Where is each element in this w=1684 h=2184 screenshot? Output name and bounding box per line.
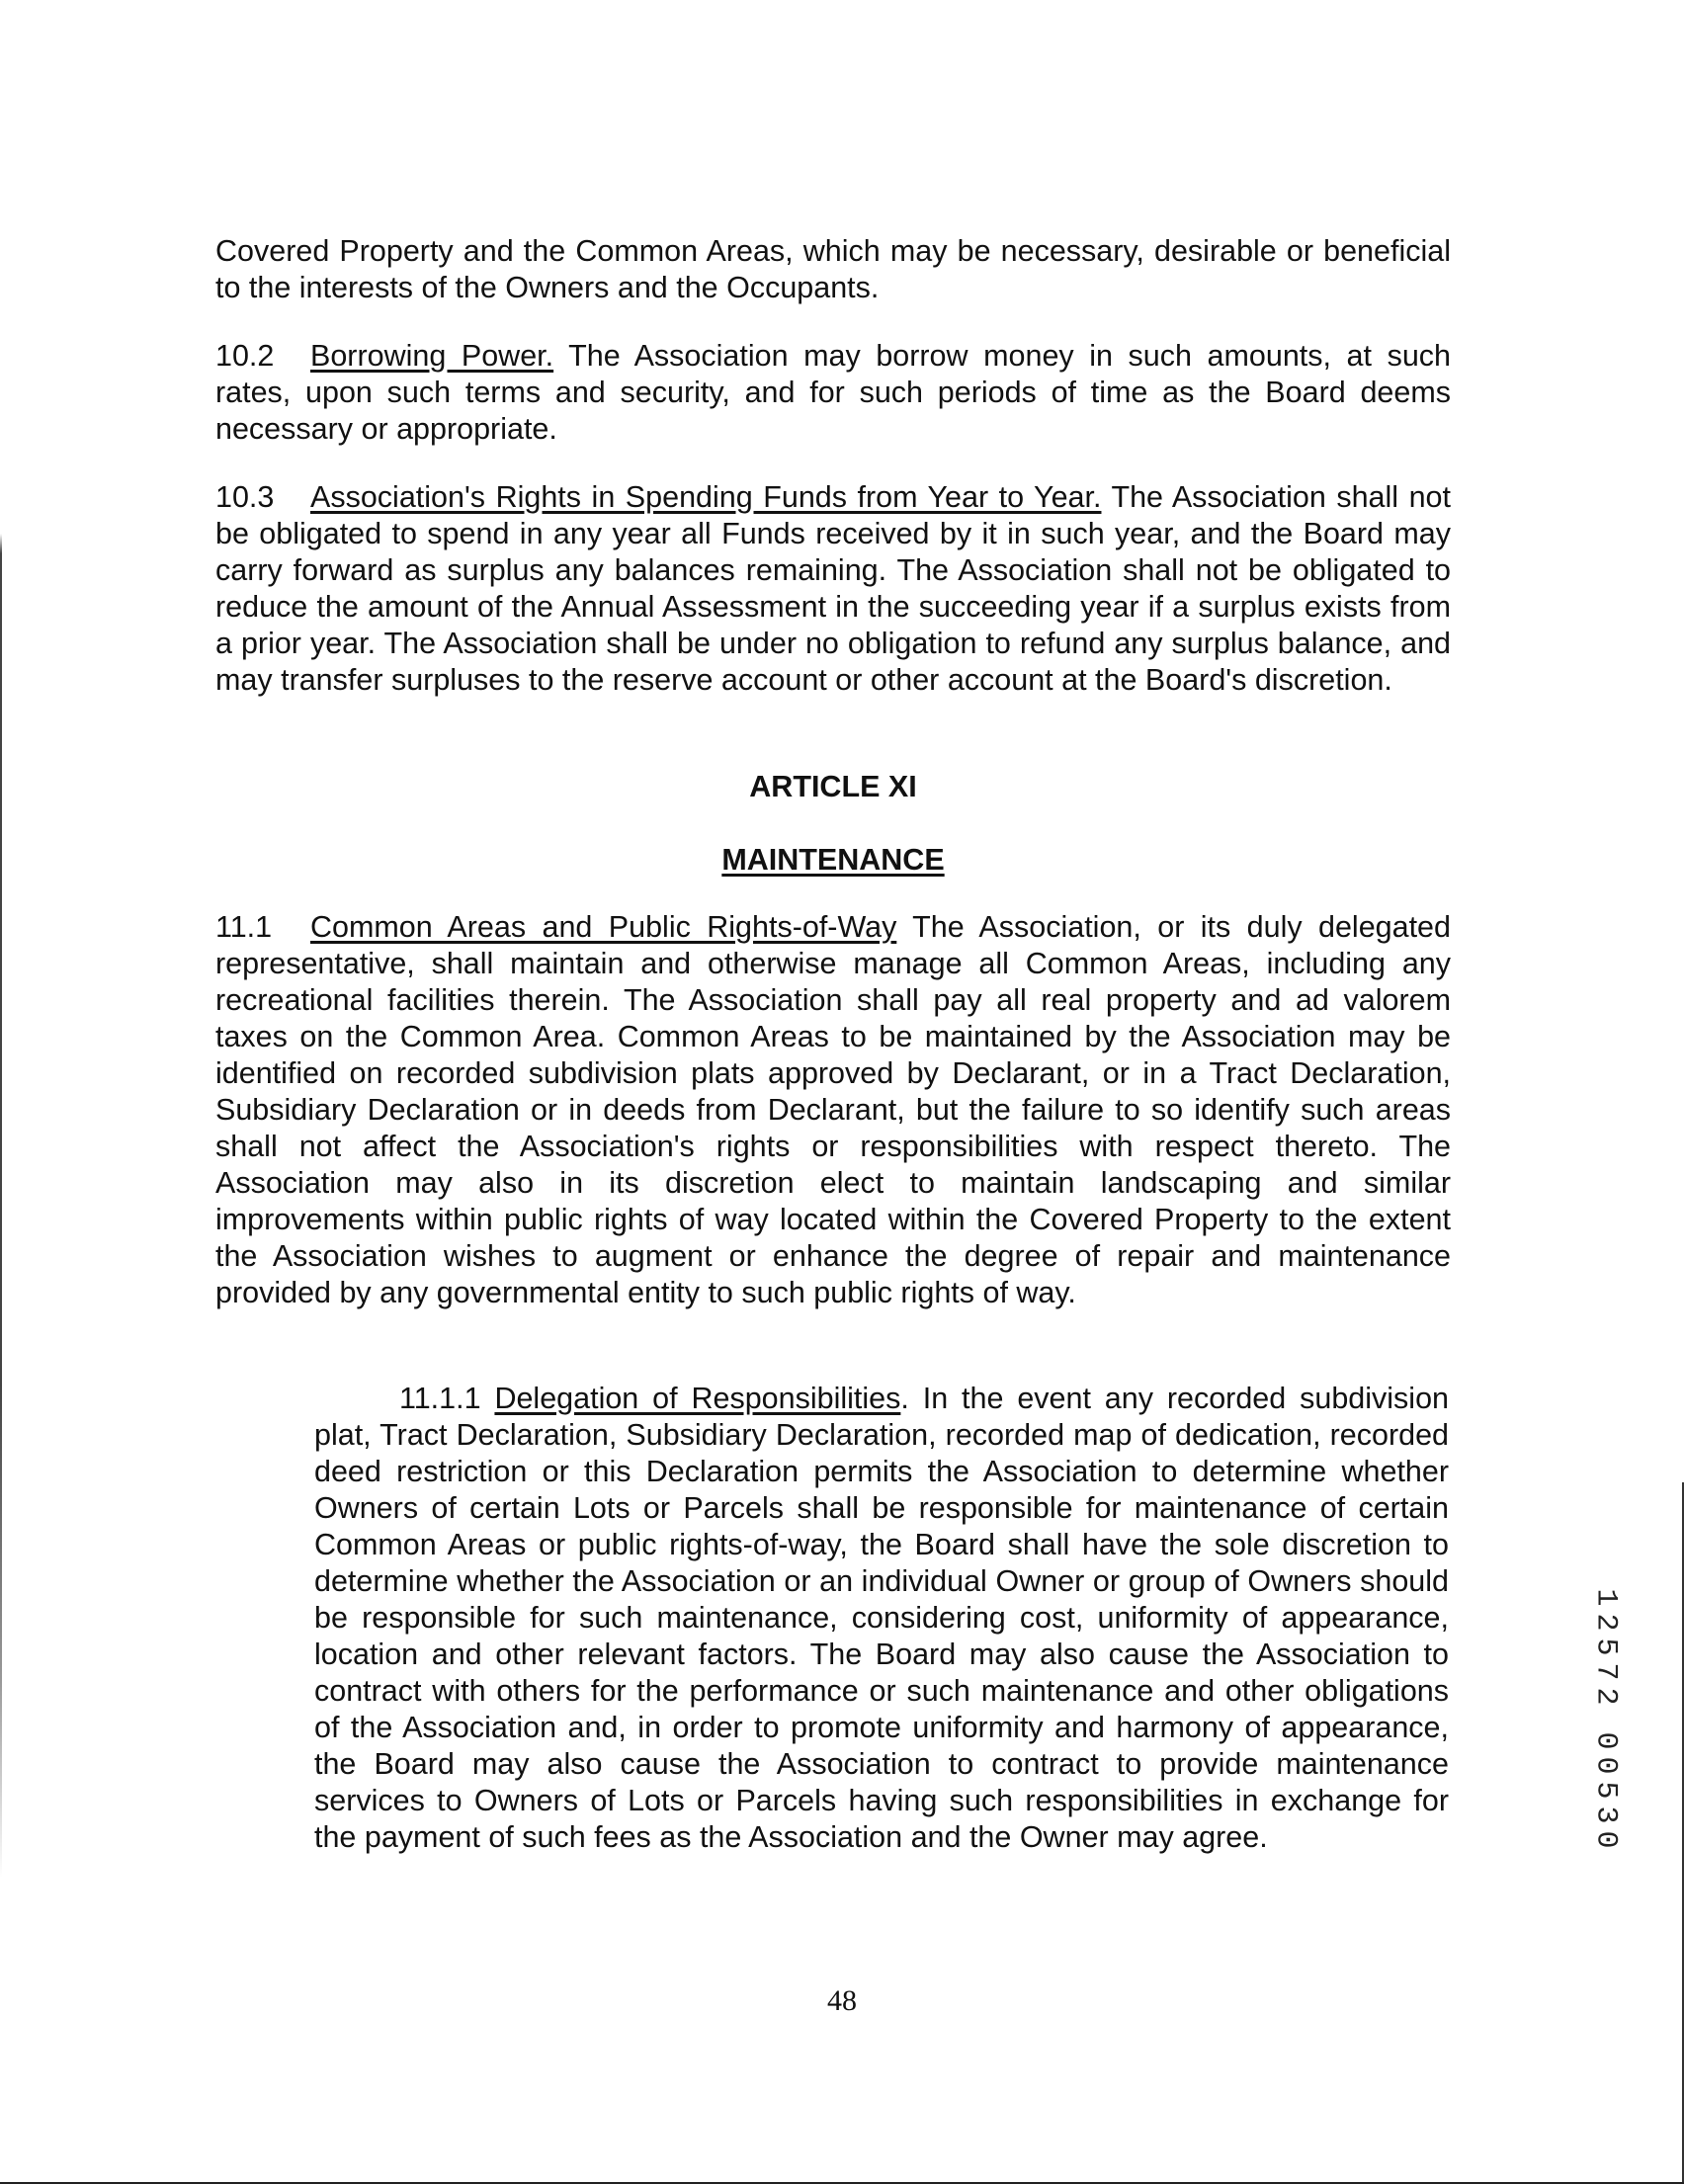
recording-stamp-char: 0 [1588,1830,1623,1849]
page-number: 48 [827,1984,857,2017]
section-11-1-title: Common Areas and Public Rights-of-Way [310,910,897,944]
section-10-2-title: Borrowing Power. [310,339,554,373]
intro-paragraph: Covered Property and the Common Areas, which may be necessary, desirable or beneficial to the interests of the Owners and the Occupants. [215,234,1451,304]
section-10-2-number: 10.2 [215,339,275,373]
section-11-1-1-body: . In the event any recorded subdivision plat, Tract Declaration, Subsidiary Declaration, recorded map of dedication, recorded deed restriction or this Declaration permits the Association to determine whether Owners of certain Lots or Parcels shall be responsible for maintenance of certain Common Areas or public rights-of-way, the Board shall have the sole discretion to determine whether the Association or an individual Owner or group of Owners should be responsible for such maintenance, considering cost, uniformity of appearance, location and other relevant factors. The Board may also cause the Association to contract with others for the performance or such maintenance and other obligations of the Association and, in order to promote uniformity and harmony of appearance, the Board may also cause the Association to contract to provide maintenance services to Owners of Lots or Parcels having such responsibilities in exchange for the payment of such fees as the Association and the Owner may agree. [314,1382,1449,1854]
recording-stamp-char: 1 [1588,1588,1623,1607]
section-11-1-1-number: 11.1.1 [399,1382,481,1415]
recording-stamp-char: 7 [1588,1662,1623,1681]
article-heading: ARTICLE XI [749,770,917,803]
section-10-2-body: The Association may borrow money in such amounts, at such rates, upon such terms and security, and for such periods of time as the Board deems necessary or appropriate. [215,339,1451,446]
recording-stamp-char: 3 [1588,1806,1623,1824]
section-10-3-number: 10.3 [215,480,275,514]
section-11-1-1-title: Delegation of Responsibilities [494,1382,901,1415]
section-11-1-paragraph [215,909,1451,1311]
article-title [215,842,1451,879]
section-10-3-body: The Association shall not be obligated to spend in any year all Funds received by it in such year, and the Board may carry forward as surplus any balances remaining. The Association shall not be obligated to reduce the amount of the Annual Assessment in the succeeding year if a surplus exists from a prior year. The Association shall be under no obligation to refund any surplus balance, and may transfer surpluses to the reserve account or other account at the Board's discretion. [215,480,1451,697]
recording-stamp-char: 2 [1588,1687,1623,1706]
recording-stamp-char: 2 [1588,1613,1623,1632]
section-11-1-number: 11.1 [215,910,273,944]
section-10-3-title: Association's Rights in Spending Funds from Year to Year. [310,480,1102,514]
article-title-text: MAINTENANCE [721,843,945,877]
section-11-1-body: The Association, or its duly delegated representative, shall maintain and otherwise manage all Common Areas, including any recreational facilities therein. The Association shall pay all real property and ad valorem taxes on the Common Area. Common Areas to be maintained by the Association may be identified on recorded subdivision plats approved by Declarant, or in a Tract Declaration, Subsidiary Declaration or in deeds from Declarant, but the failure to so identify such areas shall not affect the Association's rights or responsibilities with respect thereto. The Association may also in its discretion elect to maintain landscaping and similar improvements within public rights of way located within the Covered Property to the extent the Association wishes to augment or enhance the degree of repair and maintenance provided by any governmental entity to such public rights of way. [215,910,1451,1309]
recording-stamp-char: 5 [1588,1638,1623,1656]
recording-stamp-char: 5 [1588,1781,1623,1800]
recording-stamp-char: 0 [1588,1731,1623,1750]
section-11-1-1-paragraph [314,1381,1449,1856]
section-10-3-paragraph [215,479,1451,699]
scan-edge-left [0,0,2,2184]
recording-stamp [1585,1585,1625,1862]
section-10-2-paragraph [215,338,1451,448]
recording-stamp-char: 0 [1588,1756,1623,1775]
